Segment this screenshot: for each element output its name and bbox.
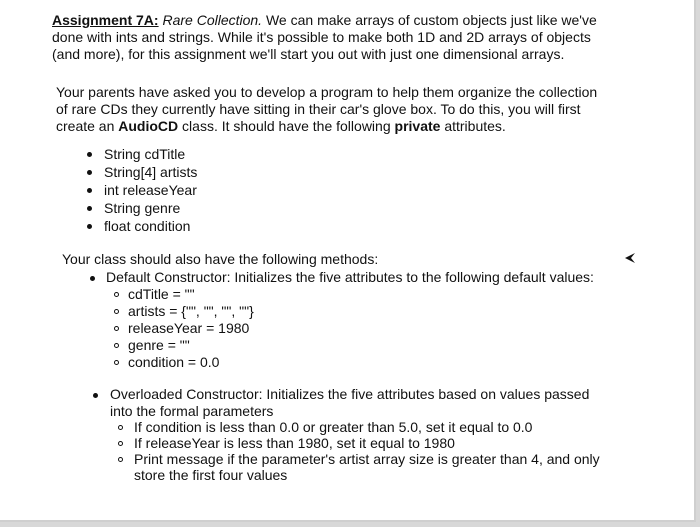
- intro-line-2: done with ints and strings. While it's possible to make both 1D and 2D arrays of objects: [52, 29, 591, 45]
- assignment-title: Rare Collection.: [162, 12, 263, 28]
- sub-bullet-marker: [114, 326, 119, 331]
- bullet-marker: [93, 393, 98, 398]
- bullet-marker: [87, 224, 92, 229]
- bullet-marker: [90, 276, 95, 281]
- intro-line-1: [52, 12, 597, 29]
- bullet-marker: [87, 170, 92, 175]
- attribute-item: String[4] artists: [104, 164, 198, 180]
- overloaded-constructor-line-2: into the formal parameters: [110, 403, 274, 419]
- class-name: AudioCD: [118, 118, 179, 134]
- sub-bullet-marker: [114, 292, 119, 297]
- bullet-marker: [87, 188, 92, 193]
- sub-bullet-marker: [114, 309, 119, 314]
- attribute-item: float condition: [104, 218, 191, 234]
- overloaded-rule: If releaseYear is less than 1980, set it equal to 1980: [134, 435, 455, 451]
- para2-line-2: of rare CDs they currently have sitting in their car's glove box. To do this, you will first: [56, 101, 581, 117]
- intro-line-3: (and more), for this assignment we'll start you out with just one dimensional arrays.: [52, 46, 565, 62]
- default-constructor-text: Default Constructor: Initializes the five attributes to the following default values:: [106, 269, 594, 285]
- para2-line-1: Your parents have asked you to develop a program to help them organize the collection: [56, 84, 598, 100]
- attribute-item: String genre: [104, 200, 181, 216]
- overloaded-rule: If condition is less than 0.0 or greater than 5.0, set it equal to 0.0: [134, 419, 533, 435]
- bullet-marker: [87, 152, 92, 157]
- default-value: cdTitle = "": [128, 286, 195, 302]
- assignment-label: Assignment 7A:: [52, 12, 159, 28]
- default-value: artists = {"", "", "", ""}: [128, 303, 254, 319]
- methods-intro: Your class should also have the following methods:: [62, 251, 379, 267]
- sub-bullet-marker: [114, 360, 119, 365]
- para2-line-3-pre: create an: [56, 118, 115, 134]
- sub-bullet-marker: [118, 425, 123, 430]
- bullet-marker: [87, 206, 92, 211]
- sub-bullet-marker: [118, 457, 123, 462]
- default-value: condition = 0.0: [128, 354, 220, 370]
- para2-line-3-post: attributes.: [444, 118, 506, 134]
- intro-line-1-rest: We can make arrays of custom objects just like we've: [265, 12, 597, 28]
- para2-line-3: [56, 118, 506, 135]
- overloaded-constructor-line-1: Overloaded Constructor: Initializes the five attributes based on values passed: [110, 386, 590, 402]
- default-value: releaseYear = 1980: [128, 320, 250, 336]
- sub-bullet-marker: [114, 343, 119, 348]
- overloaded-rule: Print message if the parameter's artist array size is greater than 4, and only: [134, 451, 600, 467]
- sub-bullet-marker: [118, 441, 123, 446]
- default-value: genre = "": [128, 337, 190, 353]
- attribute-item: int releaseYear: [104, 182, 197, 198]
- overloaded-rule-continuation: store the first four values: [134, 467, 288, 483]
- mouse-cursor-icon: [624, 252, 636, 264]
- para2-line-3-mid: class. It should have the following: [182, 118, 391, 134]
- private-keyword: private: [394, 118, 441, 134]
- attribute-item: String cdTitle: [104, 146, 186, 162]
